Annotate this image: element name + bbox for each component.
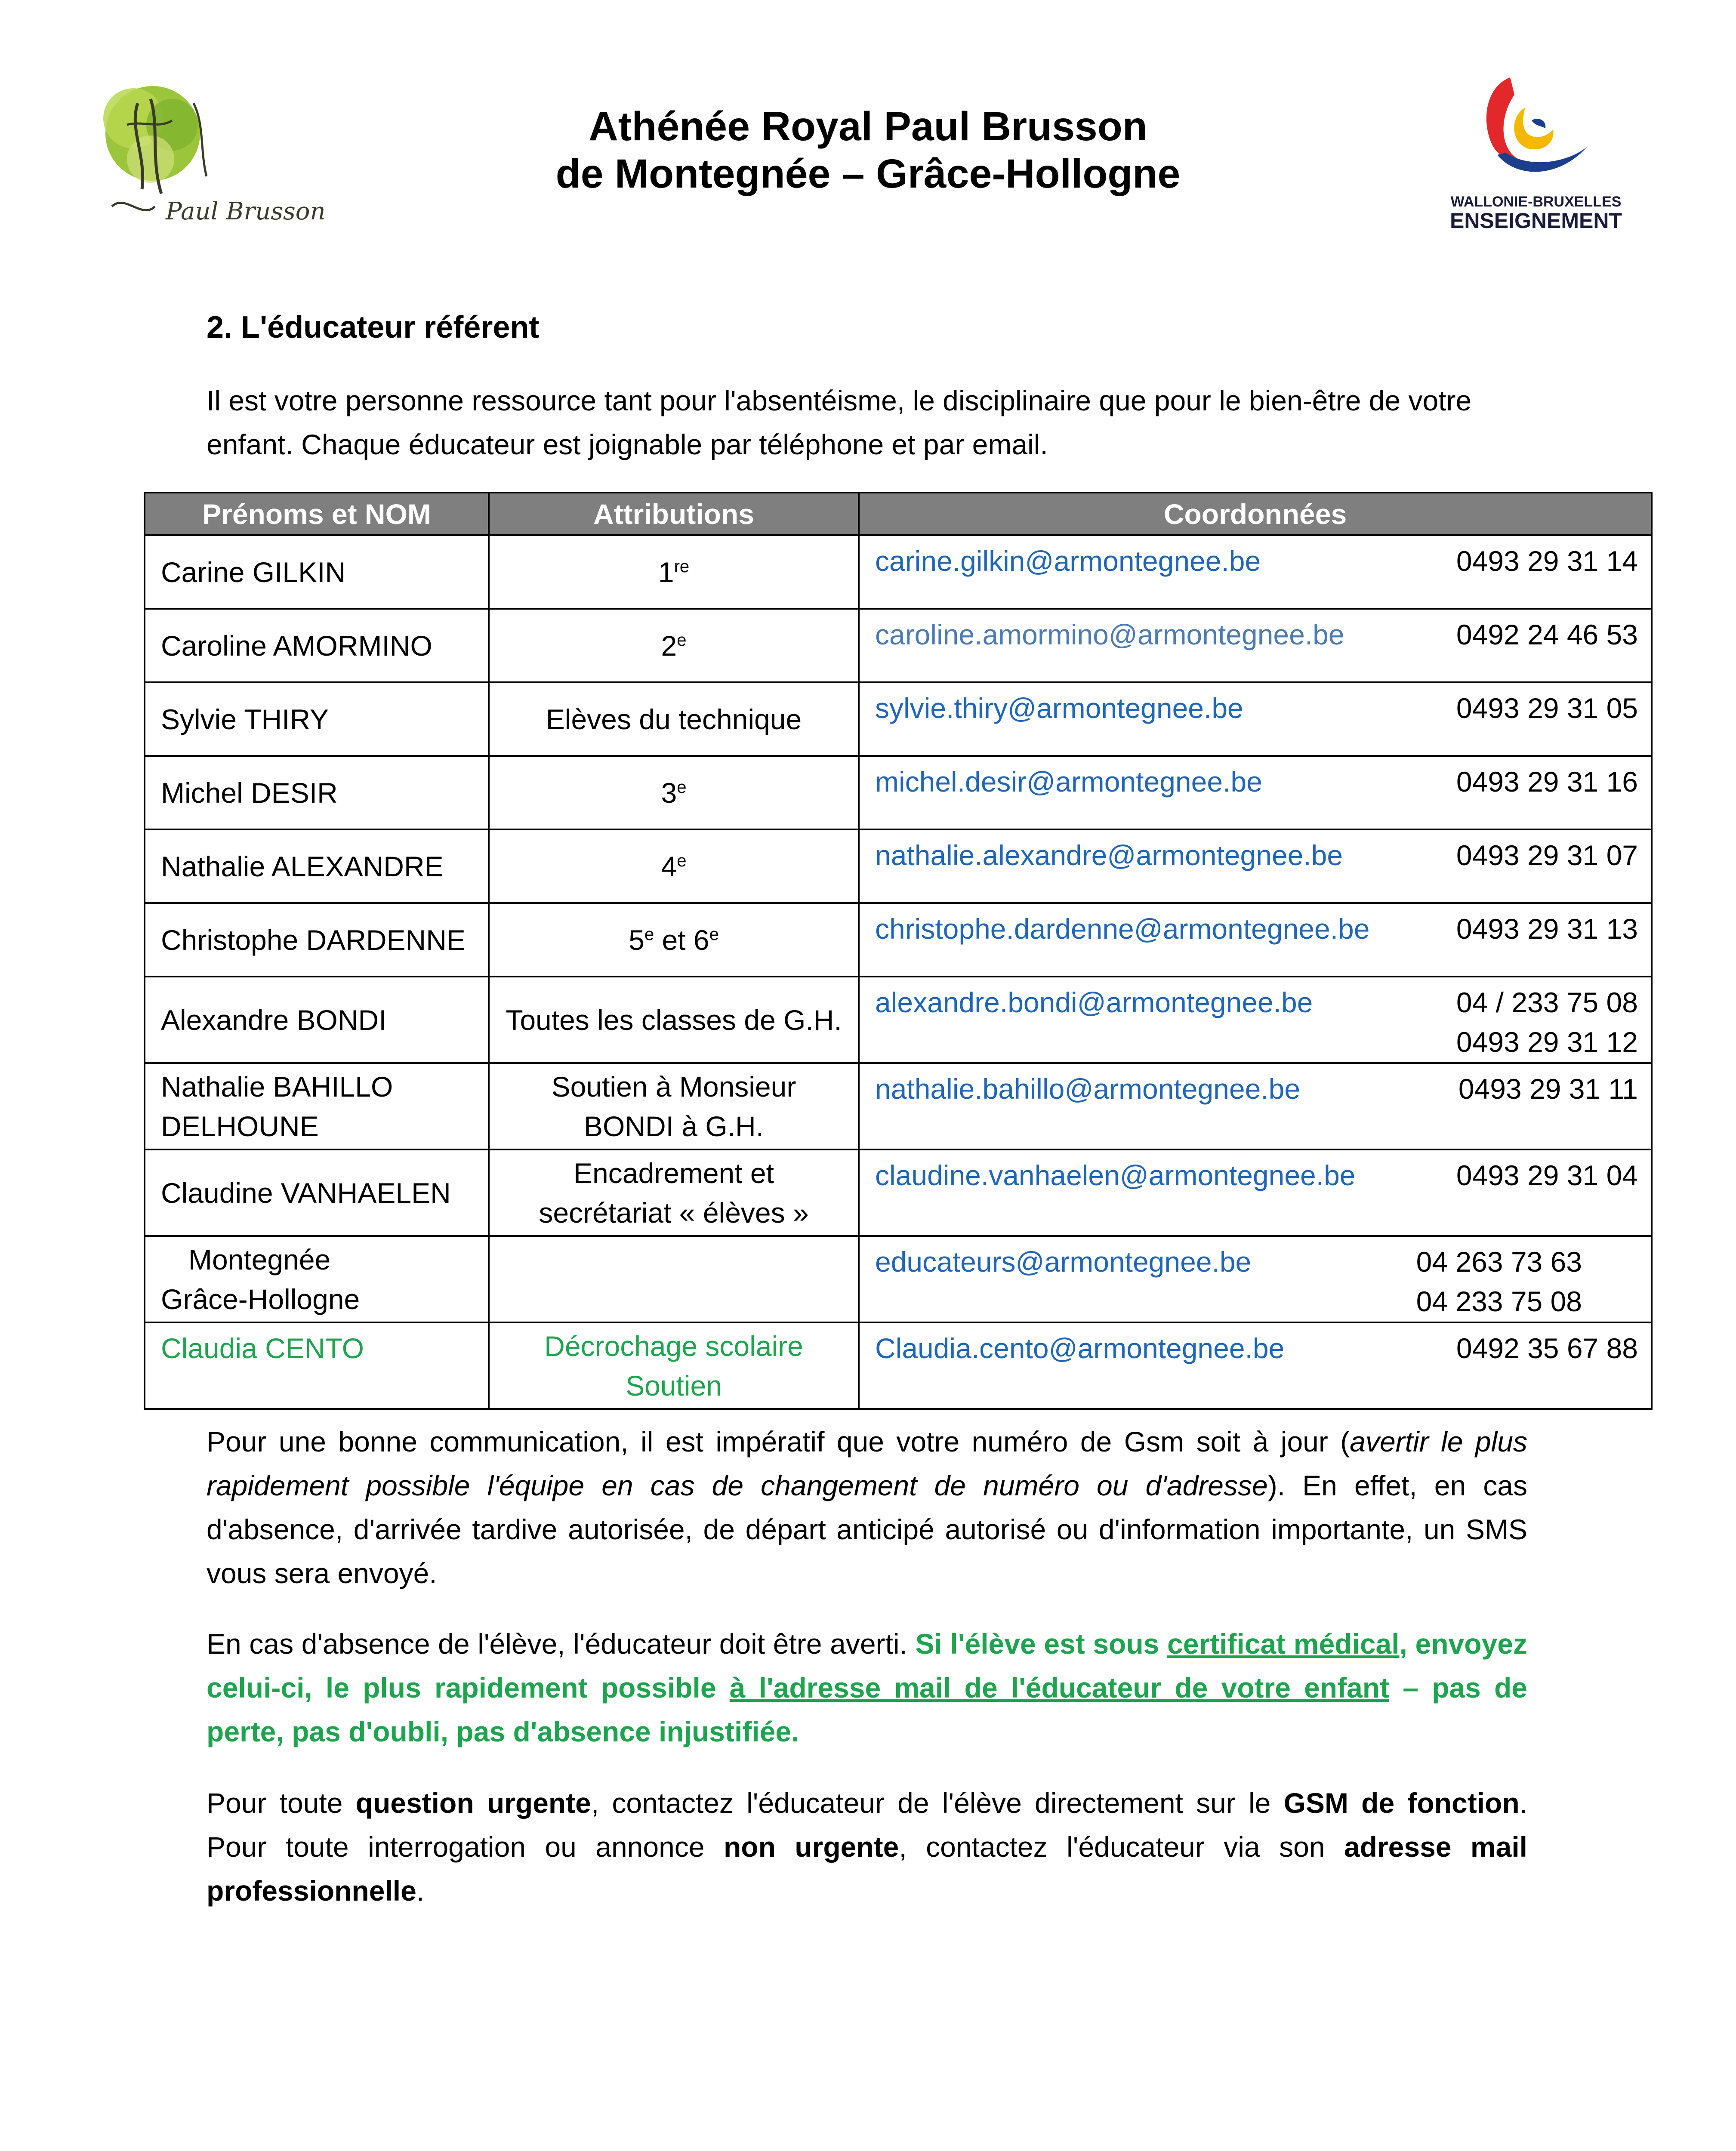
educator-attribution: 1re [489,535,859,609]
educator-attribution: 3e [489,756,859,829]
educator-contact [859,1063,1652,1149]
educator-attribution [489,1236,859,1322]
table-row [145,1149,1652,1236]
logo-left-text: Paul Brusson [166,197,326,225]
absence-paragraph: En cas d'absence de l'élève, l'éducateur doit être averti. Si l'élève est sous certificat médical, envoyez celui-ci, le plus rapidement possible à l'adresse mail de l'éducateur de votre enfant – pas de perte, pas d'oubli, pas d'absence injustifiée. [207,1628,1528,1747]
educator-phone: 0492 35 67 88 [1456,1332,1638,1364]
educator-phone: 0493 29 31 13 [1456,913,1638,945]
educator-phone: 04 / 233 75 08 [1456,986,1638,1018]
header-attributions: Attributions [489,493,859,535]
logo-right-line1: WALLONIE-BRUXELLES [1450,194,1622,210]
educator-phone: 0493 29 31 11 [1458,1073,1638,1105]
educators-table [144,492,1653,1410]
section-heading: 2. L'éducateur référent [207,310,540,345]
educator-phone: 04 263 73 63 [1416,1246,1582,1278]
educator-name: Montegnée Grâce-Hollogne [145,1236,489,1322]
logo-right-line2: ENSEIGNEMENT [1449,209,1622,233]
educator-name: Nathalie ALEXANDRE [145,829,489,903]
educator-contact [859,829,1652,903]
educator-contact [859,977,1652,1063]
educator-contact [859,756,1652,829]
educator-phone-secondary: 0493 29 31 12 [1456,1026,1638,1058]
educator-name: Michel DESIR [145,756,489,829]
educator-contact [859,535,1652,609]
table-row [145,535,1652,609]
educator-contact [859,1149,1652,1236]
intro-paragraph: Il est votre personne ressource tant pour l'absentéisme, le disciplinaire que pour le bien-être de votre enfant. Chaque éducateur est joignable par téléphone et par email. [207,385,1472,460]
school-logo [86,77,326,232]
educator-name: Christophe DARDENNE [145,903,489,977]
table-row [145,829,1652,903]
educator-email-link[interactable]: alexandre.bondi@armontegnee.be [875,986,1313,1018]
educator-email-link[interactable]: michel.desir@armontegnee.be [875,766,1262,798]
educator-name: Claudine VANHAELEN [145,1149,489,1236]
table-row [145,682,1652,756]
wallonie-bruxelles-logo [1446,69,1626,250]
educator-name: Nathalie BAHILLO DELHOUNE [145,1063,489,1149]
educator-email-link[interactable]: Claudia.cento@armontegnee.be [875,1332,1285,1364]
educator-email-link[interactable]: nathalie.alexandre@armontegnee.be [875,839,1343,871]
educator-email-link[interactable]: christophe.dardenne@armontegnee.be [875,913,1370,945]
table-row [145,977,1652,1063]
educator-attribution: Elèves du technique [489,682,859,756]
school-title-line1: Athénée Royal Paul Brusson [589,104,1147,149]
header-contact: Coordonnées [859,493,1652,535]
educator-name: Sylvie THIRY [145,682,489,756]
table-row [145,1063,1652,1149]
educator-attribution: Décrochage scolaire Soutien [489,1322,859,1409]
educator-name: Alexandre BONDI [145,977,489,1063]
table-row [145,756,1652,829]
educator-phone: 0493 29 31 16 [1456,766,1638,798]
gsm-paragraph: Pour une bonne communication, il est impératif que votre numéro de Gsm soit à jour (avertir le plus rapidement possible l'équipe en cas de changement de numéro ou d'adresse). En effet, en cas d'absence, d'arrivée tardive autorisée, de départ anticipé autorisé ou d'information importante, un SMS vous sera envoyé. [207,1426,1527,1589]
educator-phone: 0492 24 46 53 [1456,619,1638,650]
educator-email-link[interactable]: sylvie.thiry@armontegnee.be [875,692,1243,724]
table-row [145,1322,1652,1409]
educator-phone: 0493 29 31 07 [1456,839,1638,871]
educator-attribution: Toutes les classes de G.H. [489,977,859,1063]
educator-attribution: 5e et 6e [489,903,859,977]
educator-phone: 0493 29 31 05 [1456,692,1638,724]
educator-name: Caroline AMORMINO [145,609,489,682]
educator-email-link[interactable]: carine.gilkin@armontegnee.be [875,545,1261,577]
table-header-row [145,493,1652,535]
educator-attribution: Encadrement et secrétariat « élèves » [489,1149,859,1236]
educator-attribution: Soutien à Monsieur BONDI à G.H. [489,1063,859,1149]
educator-contact [859,1236,1652,1322]
educator-contact [859,1322,1652,1409]
educator-name: Claudia CENTO [145,1322,489,1409]
educator-contact [859,609,1652,682]
school-title-line2: de Montegnée – Grâce-Hollogne [555,151,1181,197]
table-row [145,1236,1652,1322]
educator-attribution: 2e [489,609,859,682]
educator-attribution: 4e [489,829,859,903]
header-name: Prénoms et NOM [145,493,489,535]
table-row [145,903,1652,977]
educator-phone-secondary: 04 233 75 08 [1416,1285,1582,1317]
educator-contact [859,682,1652,756]
table-row [145,609,1652,682]
educator-email-link[interactable]: nathalie.bahillo@armontegnee.be [875,1073,1301,1105]
educator-contact [859,903,1652,977]
educator-phone: 0493 29 31 14 [1456,545,1638,577]
educator-email-link[interactable]: caroline.amormino@armontegnee.be [875,619,1344,650]
educator-email-link[interactable]: educateurs@armontegnee.be [875,1246,1252,1278]
educator-name: Carine GILKIN [145,535,489,609]
educator-email-link[interactable]: claudine.vanhaelen@armontegnee.be [875,1159,1356,1191]
urgent-contact-paragraph: Pour toute question urgente, contactez l'éducateur de l'élève directement sur le GSM de fonction. Pour toute interrogation ou annonce non urgente, contactez l'éducateur via son adresse mail professionnelle. [207,1787,1527,1907]
educator-phone: 0493 29 31 04 [1456,1159,1638,1191]
